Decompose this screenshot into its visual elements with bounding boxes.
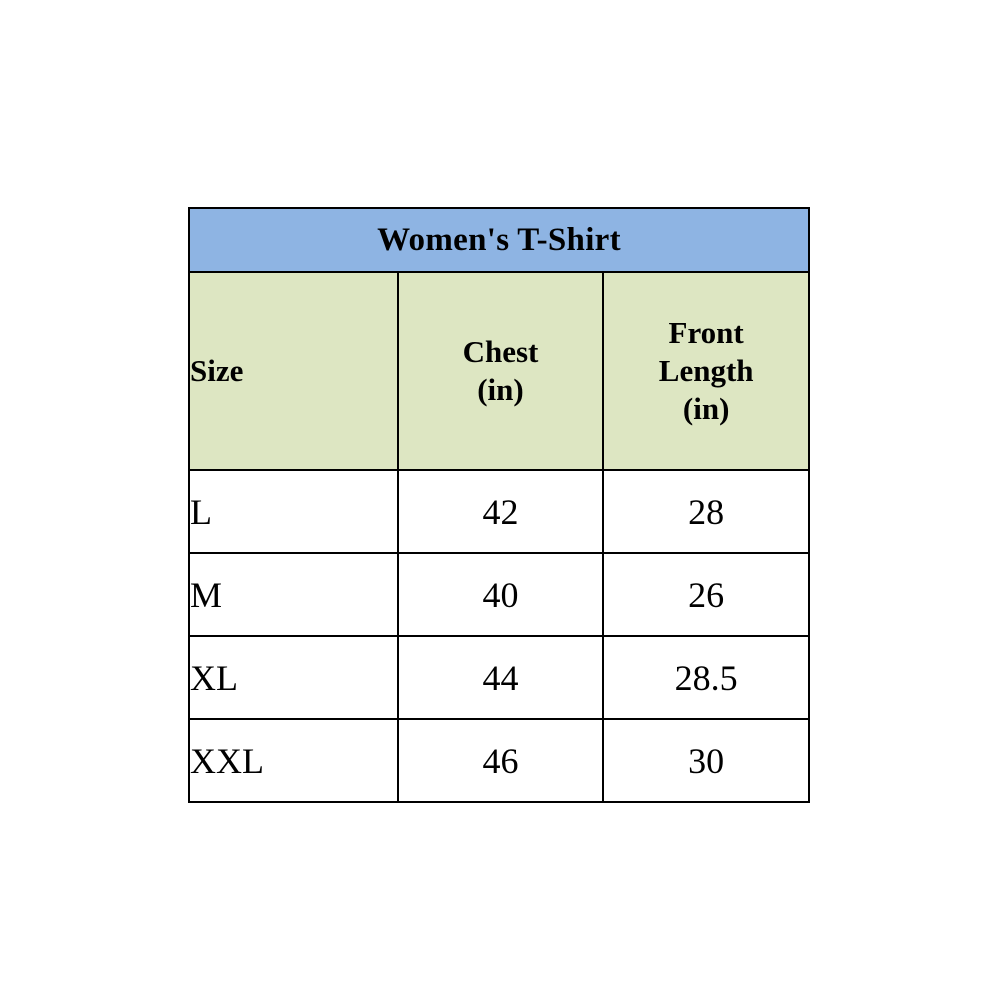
column-header-front-length-line3: (in): [682, 390, 730, 426]
cell-front-length: 28.5: [603, 636, 809, 719]
column-header-front-length: [603, 272, 809, 470]
column-header-chest-line2: (in): [477, 372, 524, 407]
cell-chest: 42: [398, 470, 604, 553]
cell-size: L: [189, 470, 398, 553]
table-row: [189, 636, 809, 719]
size-chart-table: [188, 207, 810, 803]
cell-front-length: 28: [603, 470, 809, 553]
column-header-front-length-line1: Front: [668, 315, 744, 351]
cell-front-length: 26: [603, 553, 809, 636]
cell-chest: 44: [398, 636, 604, 719]
table-row: [189, 470, 809, 553]
column-header-chest: [398, 272, 604, 470]
table-title-row: [189, 208, 809, 272]
table-title: Women's T-Shirt: [189, 208, 809, 272]
cell-chest: 40: [398, 553, 604, 636]
column-header-front-length-line2: Length: [658, 353, 754, 389]
cell-front-length: 30: [603, 719, 809, 802]
column-header-chest-line1: Chest: [462, 334, 539, 370]
cell-chest: 46: [398, 719, 604, 802]
table-row: [189, 553, 809, 636]
table-row: [189, 719, 809, 802]
column-header-size: Size: [189, 272, 398, 470]
cell-size: XXL: [189, 719, 398, 802]
table-header-row: [189, 272, 809, 470]
cell-size: M: [189, 553, 398, 636]
cell-size: XL: [189, 636, 398, 719]
